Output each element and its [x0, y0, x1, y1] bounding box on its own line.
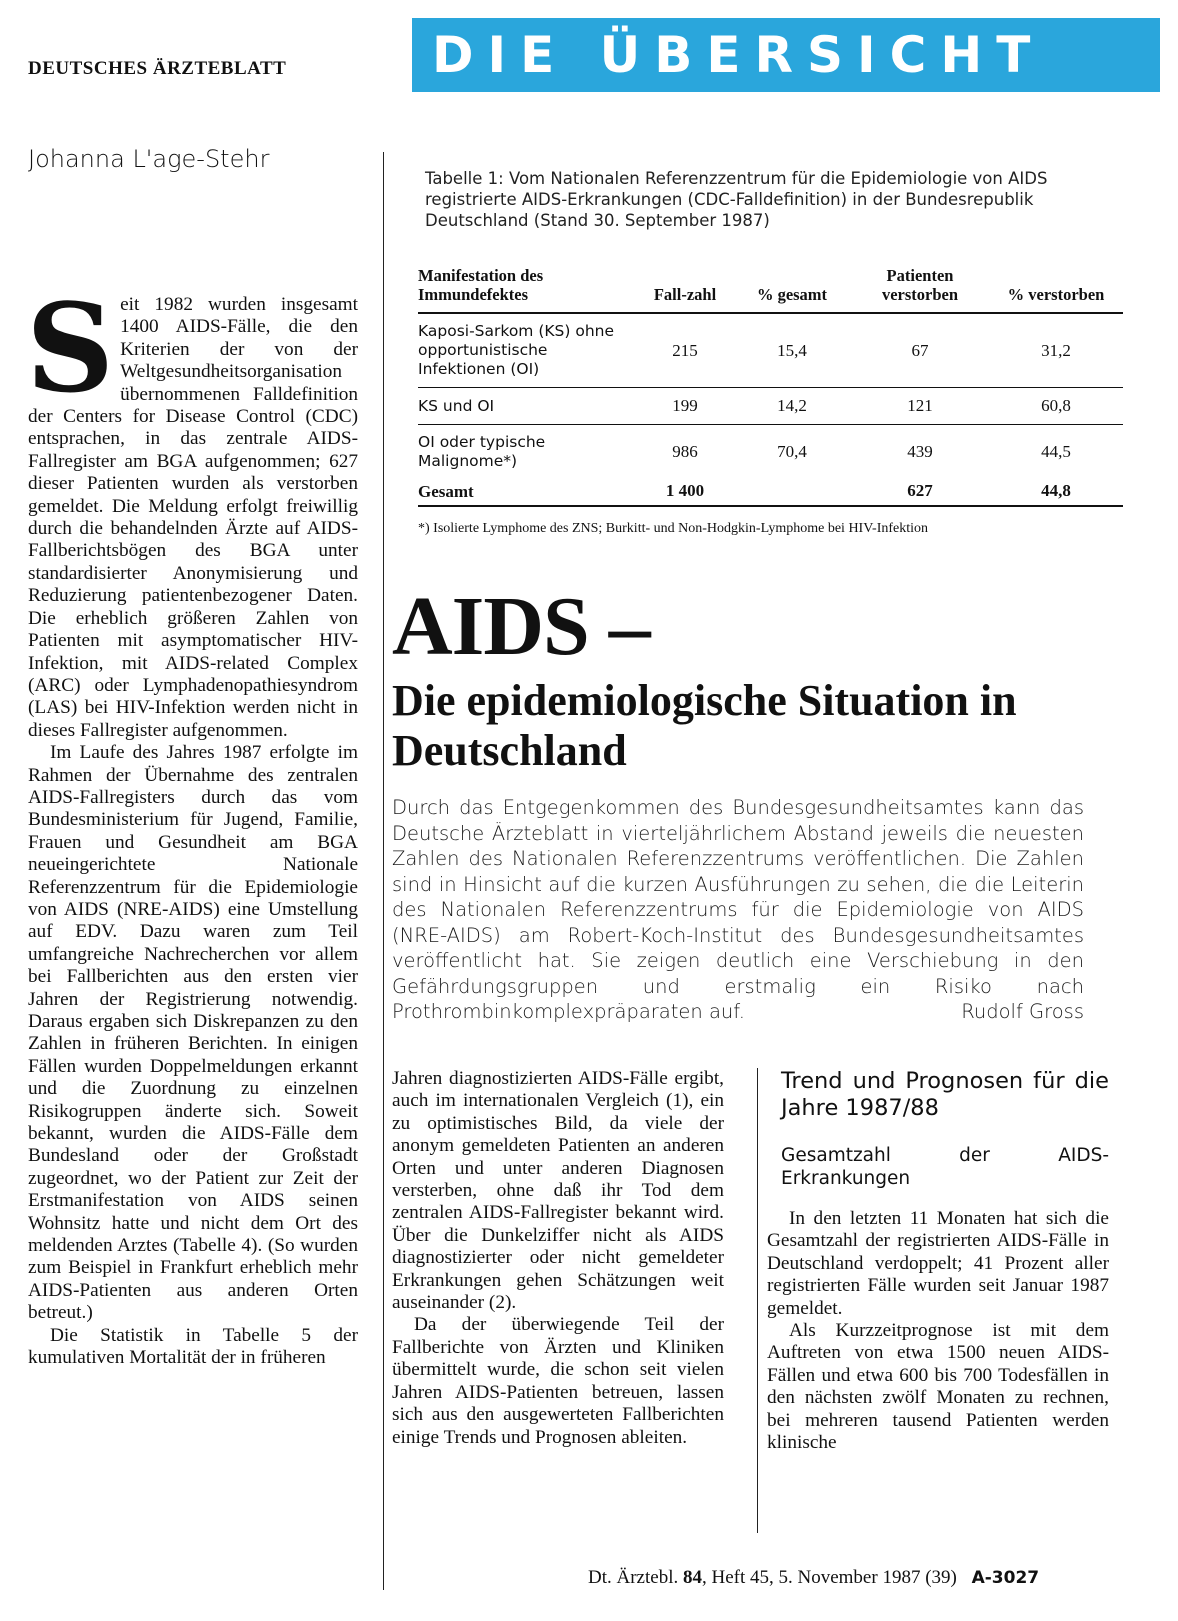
paragraph: Im Laufe des Jahres 1987 erfolgte im Rahmen der Übernahme des zentralen AIDS-Fallregisters durch das vom Bundesministerium für Jugend, Familie, Frauen und Gesundheit am BGA neueingerichtete Nationale Referenzzentrum für die Epidemiologie von AIDS (NRE-AIDS) eine Umstellung auf EDV. Dazu waren zum Teil umfangreiche Nachrecherchen vor allem bei Fallberichten aus den ersten vier Jahren der Registrierung notwendig. Daraus ergaben sich Diskrepanzen zu den Zahlen in früheren Berichten. In einigen Fällen wurden Doppelmeldungen erkannt und die Zuordnung zu einzelnen Risikogruppen änderte sich. Soweit bekannt, wurden die AIDS-Fälle dem Bundesland oder der Großstadt zugeordnet, wo der Patient zur Zeit der Erstmanifestation von AIDS seinen Wohnsitz hatte und nicht dem Ort des meldenden Arztes (Tabelle 4). (So wurden zum Beispiel in Frankfurt erheblich mehr AIDS-Patienten aus anderen Orten betreut.) — [28, 742, 358, 1324]
table-cell: 31,2 — [1041, 340, 1071, 360]
table-cell: 14,2 — [777, 396, 807, 415]
table-row — [418, 388, 1123, 425]
table-cell: 60,8 — [1041, 396, 1071, 415]
table-caption: Tabelle 1: Vom Nationalen Referenzzentrum für die Epidemiologie von AIDS registrierte AIDS-Erkrankungen (CDC-Falldefinition) in der Bundesrepublik Deutschland (Stand 30. September 1987) — [425, 169, 1048, 230]
section-banner — [412, 18, 1160, 92]
footer-volume: 84 — [682, 1567, 702, 1588]
table-header-cell: Manifestation des Immundefektes — [418, 266, 544, 304]
paragraph: Als Kurzzeitprognose ist mit dem Auftreten von etwa 1500 neuen AIDS-Fällen und etwa 600 bis 700 Todesfällen in den nächsten zwölf Monaten zu rechnen, bei mehreren tausend Patienten werden klinische — [767, 1320, 1109, 1454]
table-header-cell: % gesamt — [756, 285, 828, 304]
page-footer — [588, 1567, 1039, 1589]
data-table — [418, 262, 1123, 507]
body-column-1 — [26, 276, 358, 1370]
table-cell: 627 — [907, 481, 933, 500]
paragraph: Da der überwiegende Teil der Fallberichte von Ärzten und Kliniken übermittelt wurde, die schon seit vielen Jahren AIDS-Patienten betreuen, lassen sich aus den ausgewerteten Fallberichten einige Trends und Prognosen ableiten. — [392, 1314, 724, 1448]
journal-name: DEUTSCHES ÄRZTEBLATT — [28, 58, 287, 79]
page-number: A-3027 — [971, 1568, 1040, 1588]
table-cell: 986 — [672, 442, 698, 461]
paragraph: Jahren diagnostizierten AIDS-Fälle ergibt, auch im internationalen Vergleich (1), ein zu optimistisches Bild, da viele der anonym gemeldeten Patienten an anderen Orten und unter anderen Diagnosen versterben, ohne daß ihr Tod dem zentralen AIDS-Fallregister bekannt wird. Über die Dunkelziffer nicht als AIDS diagnostizierter oder nicht gemeldeter Erkrankungen gehen Schätzungen weit auseinander (2). — [392, 1068, 724, 1314]
body-column-2 — [392, 1068, 724, 1449]
table-cell: 215 — [672, 340, 698, 360]
table-cell: 44,8 — [1041, 481, 1071, 500]
table-header-row — [418, 262, 1123, 313]
table-row — [418, 425, 1123, 480]
table-header-cell: Patienten verstorben — [881, 266, 959, 304]
table-cell: 15,4 — [777, 340, 807, 360]
column-rule-middle — [757, 1068, 758, 1533]
table-cell: 70,4 — [777, 442, 807, 461]
lead-signature: Rudolf Gross — [961, 1000, 1084, 1023]
body-column-3 — [767, 1068, 1109, 1454]
paragraph: Die Statistik in Tabelle 5 der kumulativen Mortalität der in früheren — [28, 1324, 358, 1369]
table-footnote: *) Isolierte Lymphome des ZNS; Burkitt- und Non-Hodgkin-Lymphome bei HIV-Infektion — [418, 521, 929, 536]
section-subheading: Gesamtzahl der AIDS-Erkrankungen — [781, 1145, 1109, 1189]
footer-issue: , Heft 45, 5. November 1987 (39) — [701, 1567, 957, 1588]
table-total-row — [418, 479, 1123, 506]
table-cell: 67 — [911, 340, 929, 360]
table-cell: OI oder typische Malignome*) — [418, 433, 546, 470]
table-cell: KS und OI — [418, 396, 495, 415]
table-cell: Kaposi-Sarkom (KS) ohne opportunistische Infektionen (OI) — [418, 322, 615, 378]
table-cell: 199 — [672, 396, 698, 415]
table-cell: 439 — [907, 442, 933, 461]
table-header-cell: Fall-zahl — [653, 285, 717, 304]
table-row — [418, 313, 1123, 388]
footer-journal: Dt. Ärztebl. — [588, 1567, 683, 1588]
table-cell: Gesamt — [418, 481, 474, 501]
paragraph: eit 1982 wurden insgesamt 1400 AIDS-Fälle, die den Kriterien der von der Weltgesundheitsorganisation übernommenen Falldefinition der Centers for Disease Control (CDC) entsprachen, in das zentrale AIDS-Fallregister am BGA aufgenommen; 627 dieser Patienten wurden als verstorben gemeldet. Die Meldung erfolgt freiwillig durch die behandelnden Ärzte auf AIDS-Fallberichtsbögen des BGA unter standardisierter Anonymisierung und Reduzierung patientenbezogener Daten. Die erheblich größeren Zahlen von Patienten mit asymptomatischer HIV-Infektion, mit AIDS-related Complex (ARC) oder Lymphadenopathiesyndrom (LAS) bei HIV-Infektion werden nicht in dieses Fallregister aufgenommen. — [28, 294, 358, 741]
lead-text: Durch das Entgegenkommen des Bundesgesundheitsamtes kann das Deutsche Ärzteblatt in vierteljährlichem Abstand jeweils die neuesten Zahlen des Nationalen Referenzzentrums veröffentlichen. Die Zahlen sind in Hinsicht auf die kurzen Ausführungen zu sehen, die die Leiterin des Nationalen Referenzzentrums für die Epidemiologie von AIDS (NRE-AIDS) am Robert-Koch-Institut des Bundesgesundheitsamtes veröffentlicht hat. Sie zeigen deutlich eine Verschiebung in den Gefährdungsgruppen und erstmalig ein Risiko nach Prothrombinkomplexpräparaten auf. — [392, 796, 1084, 1023]
column-rule-left — [383, 152, 384, 1590]
article-title: AIDS – — [392, 580, 650, 673]
section-label: DIE ÜBERSICHT — [432, 26, 1045, 84]
table-header-cell: % verstorben — [1007, 285, 1105, 304]
table-cell: 121 — [907, 396, 933, 415]
author-name: Johanna L'age-Stehr — [28, 145, 270, 173]
table-cell: 1 400 — [665, 481, 705, 500]
table-cell — [733, 479, 851, 506]
paragraph: In den letzten 11 Monaten hat sich die Gesamtzahl der registrierten AIDS-Fälle in Deutschland verdoppelt; 41 Prozent aller registrierten Fälle wurden seit Januar 1987 gemeldet. — [767, 1208, 1109, 1319]
section-heading: Trend und Prognosen für die Jahre 1987/88 — [781, 1068, 1109, 1121]
table-cell: 44,5 — [1041, 442, 1071, 461]
lead-paragraph — [392, 795, 1084, 1025]
drop-cap: S — [26, 276, 115, 420]
article-subtitle: Die epidemiologische Situation in Deutschland — [392, 676, 1017, 775]
